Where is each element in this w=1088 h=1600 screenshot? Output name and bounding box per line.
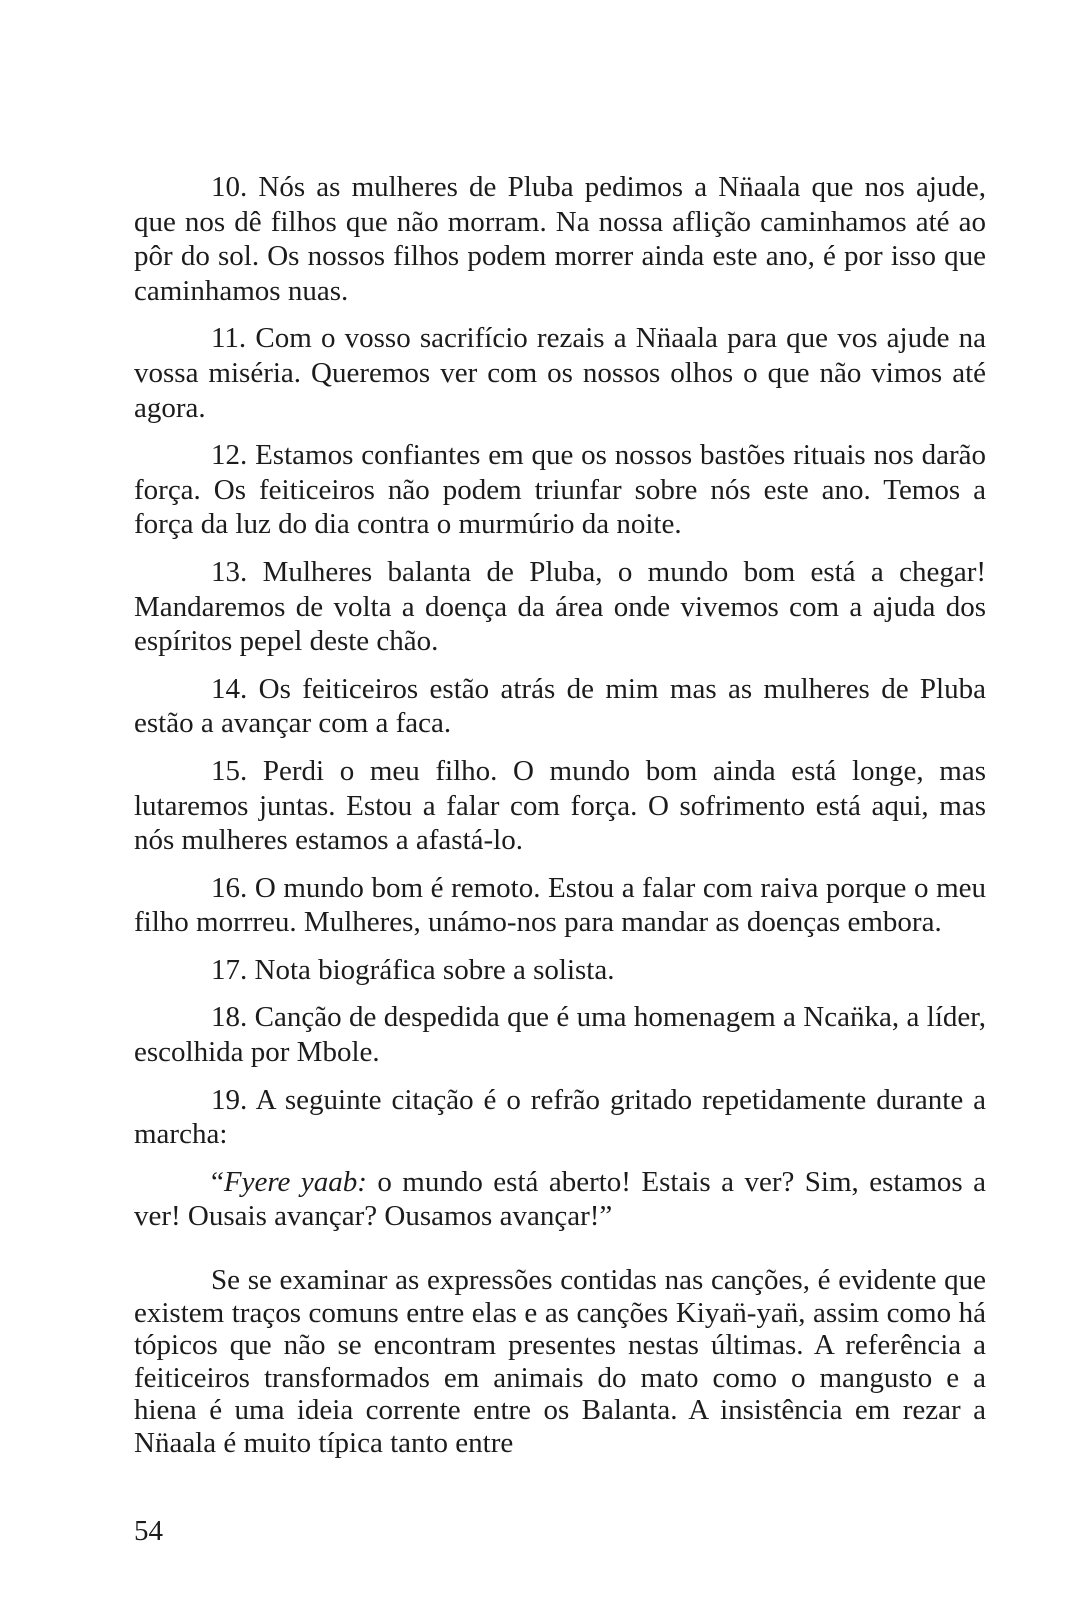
note-text: A seguinte citação é o refrão gritado repetidamente durante a marcha: — [134, 1083, 987, 1151]
note-number: 13. — [211, 555, 248, 588]
note-12 — [134, 438, 986, 542]
note-number: 17. — [211, 953, 248, 986]
quote-open-mark: “ — [211, 1165, 224, 1198]
refrain-quote — [134, 1165, 986, 1234]
note-11 — [134, 321, 986, 425]
note-text: Mulheres balanta de Pluba, o mundo bom está a chegar! Mandaremos de volta a doença da área onde vivemos com a ajuda dos espíritos pepel deste chão. — [134, 555, 987, 658]
note-number: 19. — [211, 1083, 248, 1116]
note-number: 16. — [211, 871, 248, 904]
note-text: Estamos confiantes em que os nossos bastões rituais nos darão força. Os feiticeiros não podem triunfar sobre nós este ano. Temos a força da luz do dia contra o murmúrio da noite. — [134, 439, 987, 541]
note-text: Os feiticeiros estão atrás de mim mas as mulheres de Pluba estão a avançar com a faca. — [134, 672, 986, 740]
note-text: Perdi o meu filho. O mundo bom ainda está longe, mas lutaremos juntas. Estou a falar com força. O sofrimento está aqui, mas nós mulheres estamos a afastá-lo. — [134, 754, 986, 857]
note-18 — [134, 1000, 986, 1069]
quote-text: o mundo está aberto! Estais a ver? Sim, estamos a ver! Ousais avançar? Ousamos avançar!” — [134, 1165, 986, 1233]
page-number: 54 — [134, 1515, 163, 1547]
note-number: 11. — [211, 322, 247, 355]
note-10 — [134, 170, 986, 308]
note-text: Canção de despedida que é uma homenagem a Ncan̈ka, a líder, escolhida por Mbole. — [134, 1001, 986, 1069]
note-19 — [134, 1083, 986, 1152]
page-body — [134, 170, 986, 1460]
note-16 — [134, 871, 986, 940]
note-17 — [134, 953, 986, 988]
note-number: 18. — [211, 1001, 248, 1034]
note-number: 15. — [211, 754, 248, 787]
note-number: 10. — [211, 171, 248, 203]
quote-term: Fyere yaab: — [223, 1165, 367, 1198]
note-text: Com o vosso sacrifício rezais a Nn̈aala para que vos ajude na vossa miséria. Queremos ver com os nossos olhos o que não vimos até agora. — [134, 322, 986, 424]
note-15 — [134, 754, 986, 858]
note-text: Nós as mulheres de Pluba pedimos a Nn̈aala que nos ajude, que nos dê filhos que não morram. Na nossa aflição caminhamos até ao pôr do sol. Os nossos filhos podem morrer ainda este ano, é por isso que caminhamos nuas. — [134, 171, 986, 307]
note-13 — [134, 555, 986, 659]
note-14 — [134, 672, 986, 741]
note-number: 12. — [211, 439, 248, 472]
note-text: O mundo bom é remoto. Estou a falar com raiva porque o meu filho morrreu. Mulheres, unámo-nos para mandar as doenças embora. — [134, 871, 987, 939]
note-text: Nota biográfica sobre a solista. — [254, 953, 615, 986]
closing-paragraph: Se se examinar as expressões contidas nas canções, é evidente que existem traços comuns entre elas e as canções Kiyan̈-yan̈, assim como há tópicos que não se encontram presentes nestas últimas. A referência a feiticeiros transformados em animais do mato como o mangusto e a hiena é uma ideia corrente entre os Balanta. A insistência em rezar a Nn̈aala é muito típica tanto entre — [134, 1264, 986, 1459]
note-number: 14. — [211, 672, 248, 705]
